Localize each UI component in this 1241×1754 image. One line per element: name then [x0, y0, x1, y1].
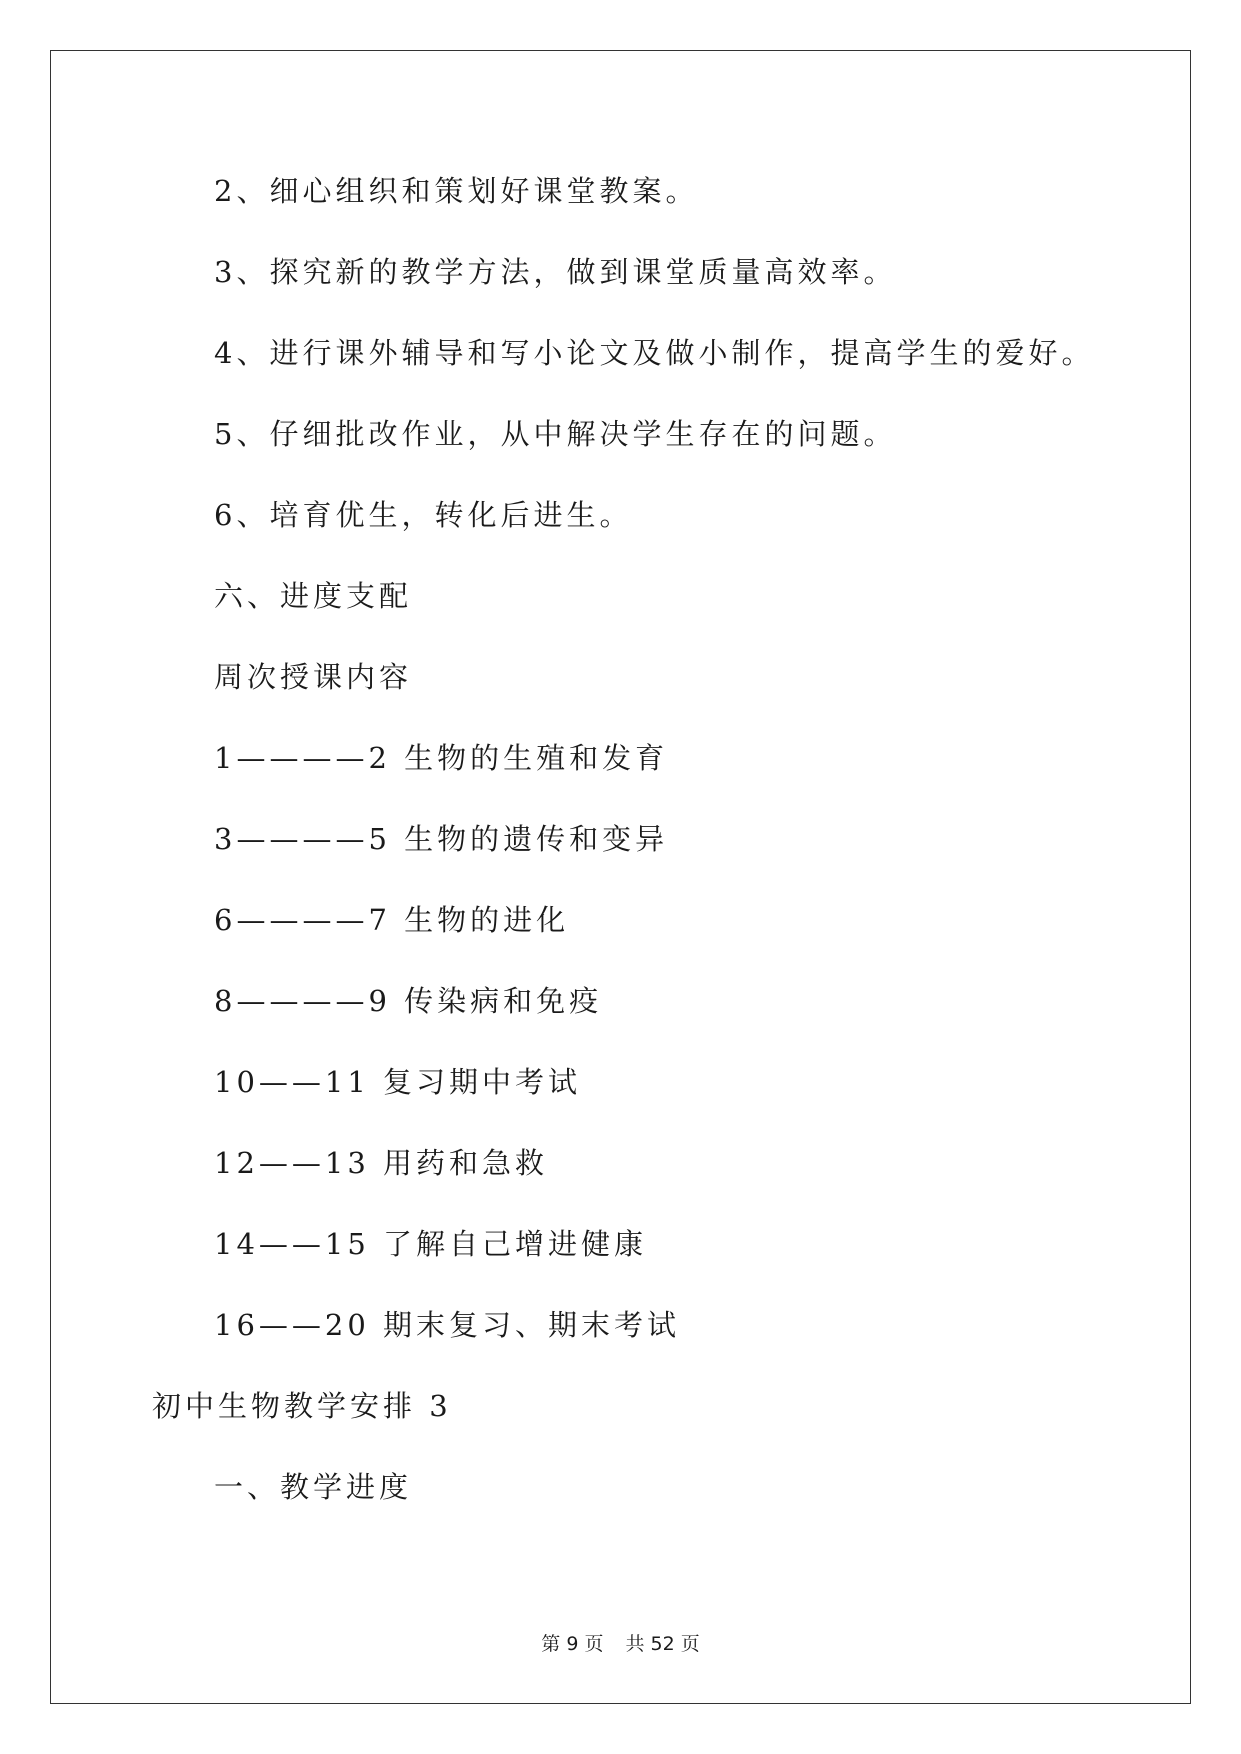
schedule-header: 周次授课内容 — [214, 660, 413, 694]
schedule-row: 12——13 用药和急救 — [214, 1146, 549, 1180]
page-border — [50, 50, 1191, 1704]
schedule-row: 8————9 传染病和免疫 — [214, 984, 603, 1018]
text-line-item-6: 6、培育优生，转化后进生。 — [214, 498, 633, 532]
text-line-item-4: 4、进行课外辅导和写小论文及做小制作，提高学生的爱好。 — [214, 336, 1095, 370]
schedule-row: 10——11 复习期中考试 — [214, 1065, 582, 1099]
section-heading-teaching-progress: 一、教学进度 — [214, 1470, 413, 1504]
text-line-item-3: 3、探究新的教学方法，做到课堂质量高效率。 — [214, 255, 897, 289]
schedule-row: 3————5 生物的遗传和变异 — [214, 822, 669, 856]
page-total: 共 52 页 — [625, 1633, 700, 1655]
schedule-row: 14——15 了解自己增进健康 — [214, 1227, 648, 1261]
schedule-row: 16——20 期末复习、期末考试 — [214, 1308, 681, 1342]
schedule-row: 6————7 生物的进化 — [214, 903, 570, 937]
section-heading-progress: 六、进度支配 — [214, 579, 413, 613]
page-footer — [0, 1632, 1241, 1656]
text-line-item-5: 5、仔细批改作业，从中解决学生存在的问题。 — [214, 417, 897, 451]
schedule-row: 1————2 生物的生殖和发育 — [214, 741, 669, 775]
document-title: 初中生物教学安排 3 — [152, 1389, 452, 1423]
page-number: 第 9 页 — [541, 1633, 604, 1655]
text-line-item-2: 2、细心组织和策划好课堂教案。 — [214, 174, 699, 208]
